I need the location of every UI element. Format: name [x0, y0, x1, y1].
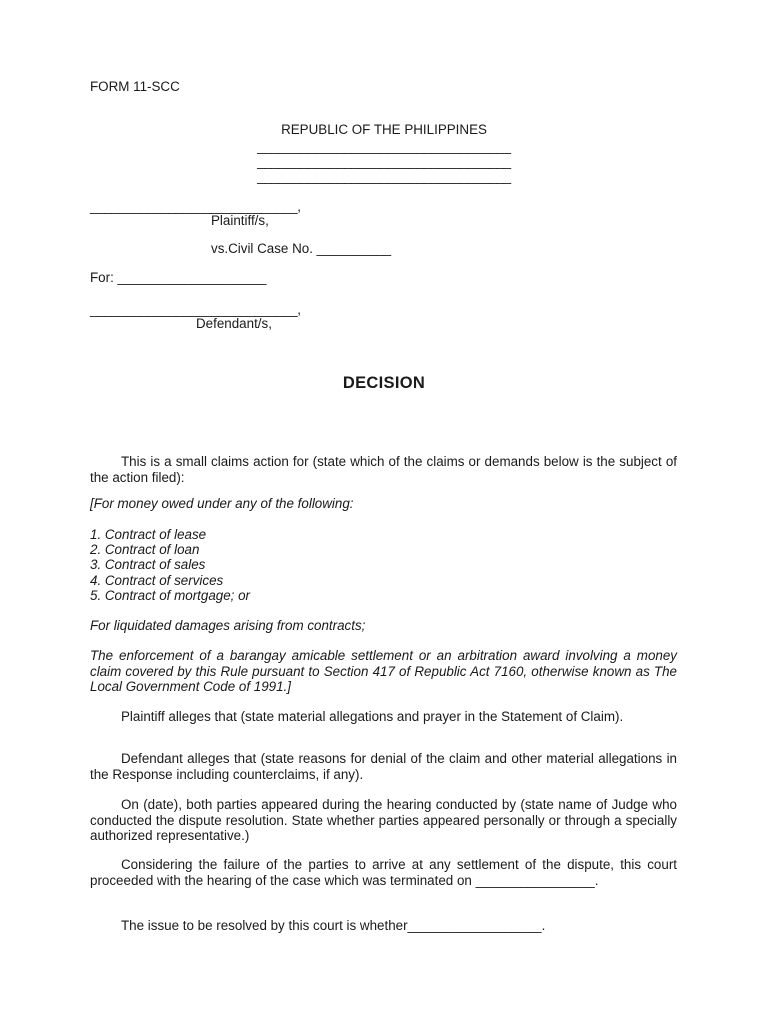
court-blank-line-1: ___________________________________	[257, 139, 511, 154]
defendant-alleges-paragraph: Defendant alleges that (state reasons for denial of the claim and other material allegations in the Response including counterclaims, if any).	[90, 751, 677, 782]
contract-item-2: 2. Contract of loan	[90, 542, 200, 557]
money-owed-line: [For money owed under any of the following:	[90, 496, 354, 511]
form-label: FORM 11-SCC	[90, 79, 180, 94]
defendant-blank: _____________________________,	[90, 302, 301, 317]
plaintiff-label: Plaintiff/s,	[211, 213, 269, 228]
enforcement-paragraph: The enforcement of a barangay amicable settlement or an arbitration award involving a money claim covered by this Rule pursuant to Section 417 of Republic Act 7160, otherwise known as The Local Government Code of 1991.]	[90, 648, 677, 694]
intro-paragraph: This is a small claims action for (state which of the claims or demands below is the subject of the action filed):	[90, 454, 677, 485]
for-line: For: ____________________	[90, 270, 267, 285]
liquidated-damages-line: For liquidated damages arising from contracts;	[90, 618, 366, 633]
plaintiff-alleges-paragraph: Plaintiff alleges that (state material allegations and prayer in the Statement of Claim).	[121, 709, 624, 724]
court-blank-line-3: ___________________________________	[257, 169, 511, 184]
contract-item-3: 3. Contract of sales	[90, 557, 206, 572]
court-blank-line-2: ___________________________________	[257, 154, 511, 169]
contract-item-1: 1. Contract of lease	[90, 527, 207, 542]
issue-paragraph: The issue to be resolved by this court is whether__________________.	[121, 918, 546, 933]
document-title: DECISION	[342, 374, 426, 392]
defendant-label: Defendant/s,	[196, 316, 272, 331]
considering-paragraph: Considering the failure of the parties to arrive at any settlement of the dispute, this court proceeded with the hearing of the case which was terminated on ________________.	[90, 857, 677, 888]
hearing-paragraph: On (date), both parties appeared during the hearing conducted by (state name of Judge who conducted the dispute resolution. State whether parties appeared personally or through a specially authorized representative.)	[90, 797, 677, 843]
contract-item-4: 4. Contract of services	[90, 573, 224, 588]
civil-case-number: vs.Civil Case No. __________	[211, 241, 392, 256]
plaintiff-blank: _____________________________,	[90, 199, 301, 214]
contract-item-5: 5. Contract of mortgage; or	[90, 588, 251, 603]
republic-heading: REPUBLIC OF THE PHILIPPINES	[281, 122, 487, 137]
